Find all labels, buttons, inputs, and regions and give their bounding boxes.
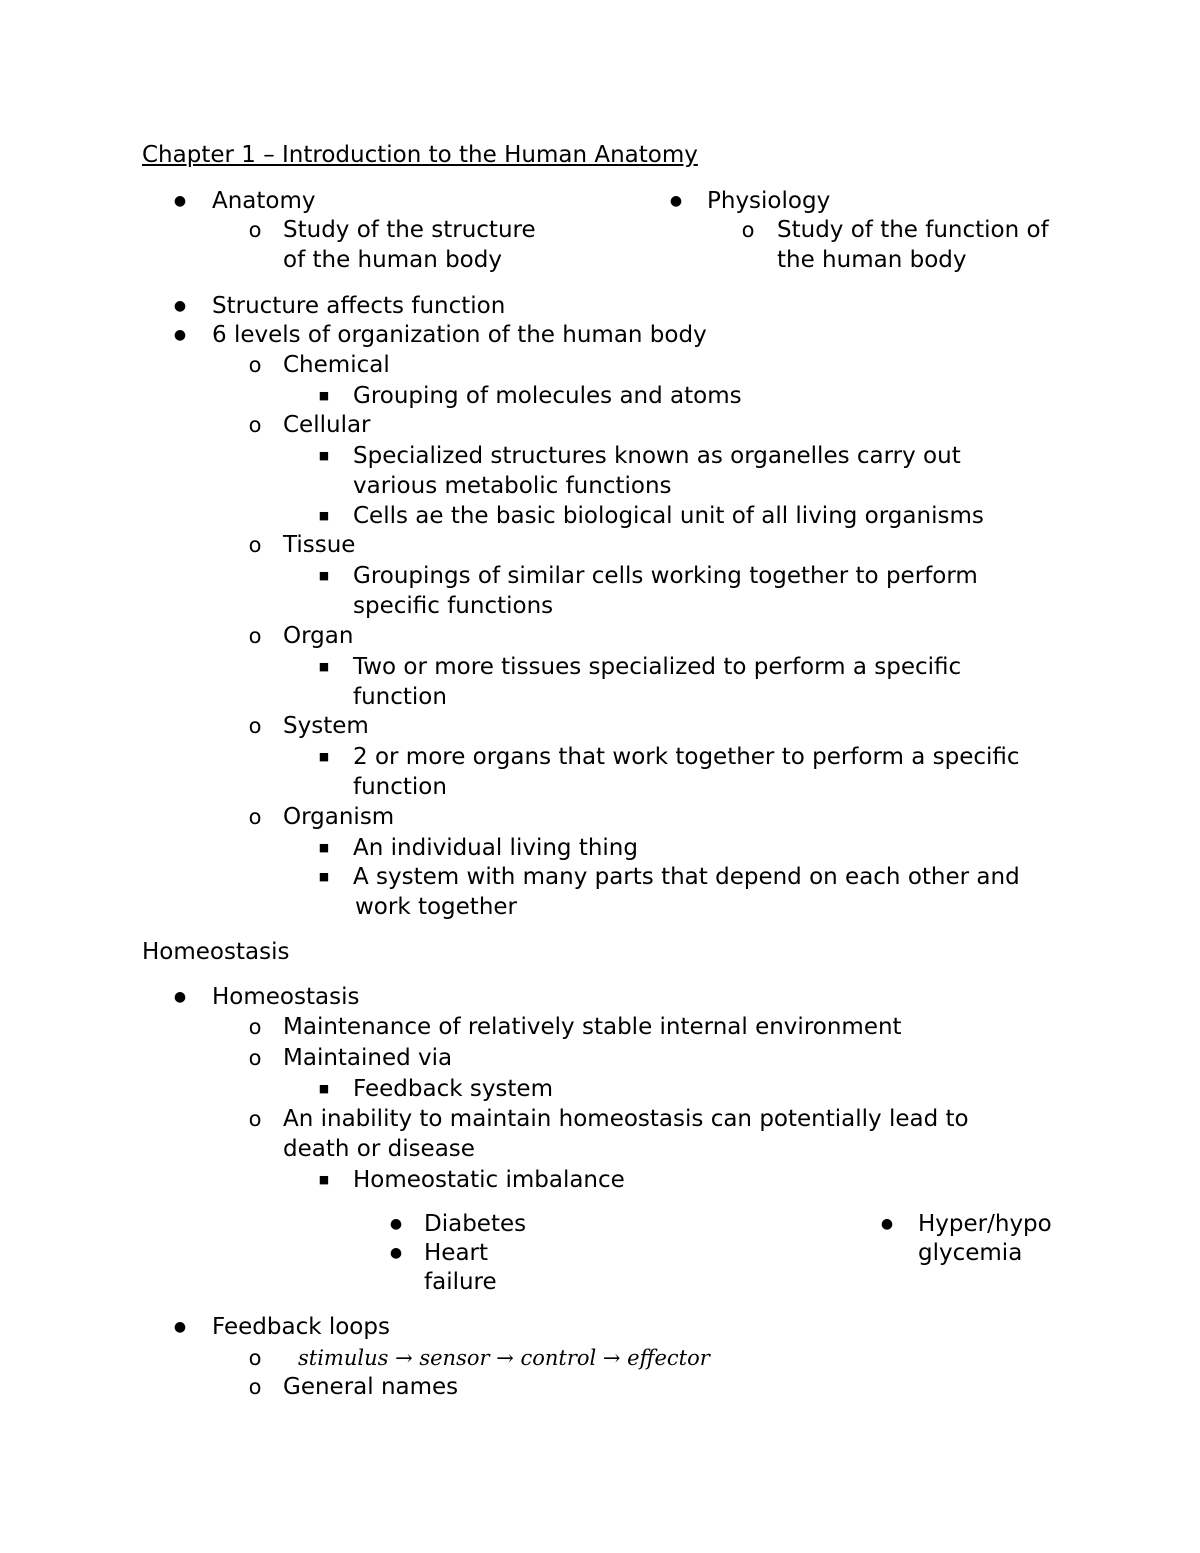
feedback-system: Feedback system [353, 1076, 553, 1102]
system-detail: 2 or more organs that work together to perform a specific [353, 744, 1020, 770]
bullet-circle: o [248, 1375, 262, 1399]
bullet-circle: o [248, 1107, 262, 1131]
example-heart-failure: Heart [424, 1240, 489, 1266]
organ-detail-cont: function [353, 684, 447, 710]
homeostasis-def: Maintenance of relatively stable internal environment [283, 1014, 902, 1040]
structure-affects-function: Structure affects function [212, 293, 506, 319]
anatomy-def-cont: of the human body [283, 247, 502, 273]
bullet-square: ■ [318, 509, 330, 522]
bullet-circle: o [248, 353, 262, 377]
bullet-circle: o [248, 413, 262, 437]
example-heart-failure-cont: failure [424, 1269, 497, 1295]
bullet-dot: ● [173, 1319, 187, 1335]
cellular-detail-1-cont: various metabolic functions [353, 473, 672, 499]
levels-heading: 6 levels of organization of the human body [212, 322, 707, 348]
bullet-dot: ● [880, 1216, 894, 1232]
example-diabetes: Diabetes [424, 1211, 527, 1237]
physiology-def: Study of the function of [777, 217, 1049, 243]
bullet-dot: ● [389, 1245, 403, 1261]
general-names: General names [283, 1374, 459, 1400]
homeostasis-label: Homeostasis [212, 984, 360, 1010]
feedback-sequence: stimulus → sensor → control → effector [298, 1346, 710, 1370]
bullet-square: ■ [318, 841, 330, 854]
bullet-dot: ● [669, 193, 683, 209]
organism-detail-1: An individual living thing [353, 835, 638, 861]
maintained-via: Maintained via [283, 1045, 453, 1071]
bullet-circle: o [248, 218, 262, 242]
example-hyper-hypo-cont: glycemia [918, 1240, 1023, 1266]
anatomy-label: Anatomy [212, 188, 316, 214]
level-cellular: Cellular [283, 412, 371, 438]
chapter-title: Chapter 1 – Introduction to the Human Anatomy [142, 142, 698, 168]
chemical-detail: Grouping of molecules and atoms [353, 383, 742, 409]
tissue-detail-cont: specific functions [353, 593, 554, 619]
bullet-circle: o [741, 218, 755, 242]
bullet-square: ■ [318, 1082, 330, 1095]
bullet-dot: ● [389, 1216, 403, 1232]
level-system: System [283, 713, 369, 739]
level-tissue: Tissue [283, 532, 356, 558]
physiology-def-cont: the human body [777, 247, 967, 273]
level-chemical: Chemical [283, 352, 390, 378]
bullet-square: ■ [318, 870, 330, 883]
homeostasis-heading: Homeostasis [142, 939, 290, 965]
bullet-square: ■ [318, 449, 330, 462]
inability-text-cont: death or disease [283, 1136, 475, 1162]
cellular-detail-2: Cells ae the basic biological unit of all living organisms [353, 503, 984, 529]
bullet-circle: o [248, 624, 262, 648]
bullet-circle: o [248, 1015, 262, 1039]
feedback-loops-label: Feedback loops [212, 1314, 390, 1340]
system-detail-cont: function [353, 774, 447, 800]
organism-detail-2: A system with many parts that depend on each other and [353, 864, 1020, 890]
bullet-square: ■ [318, 750, 330, 763]
level-organ: Organ [283, 623, 354, 649]
organ-detail: Two or more tissues specialized to perform a specific [353, 654, 962, 680]
bullet-square: ■ [318, 660, 330, 673]
tissue-detail: Groupings of similar cells working together to perform [353, 563, 978, 589]
cellular-detail-1: Specialized structures known as organelles carry out [353, 443, 961, 469]
bullet-circle: o [248, 1346, 262, 1370]
bullet-dot: ● [173, 298, 187, 314]
level-organism: Organism [283, 804, 395, 830]
bullet-circle: o [248, 714, 262, 738]
homeostatic-imbalance: Homeostatic imbalance [353, 1167, 625, 1193]
bullet-square: ■ [318, 389, 330, 402]
inability-text: An inability to maintain homeostasis can potentially lead to [283, 1106, 969, 1132]
physiology-label: Physiology [707, 188, 831, 214]
bullet-dot: ● [173, 193, 187, 209]
organism-detail-2-cont: work together [355, 894, 518, 920]
bullet-circle: o [248, 805, 262, 829]
bullet-square: ■ [318, 569, 330, 582]
example-hyper-hypo: Hyper/hypo [918, 1211, 1052, 1237]
bullet-square: ■ [318, 1173, 330, 1186]
bullet-circle: o [248, 1046, 262, 1070]
anatomy-def: Study of the structure [283, 217, 536, 243]
bullet-dot: ● [173, 989, 187, 1005]
bullet-dot: ● [173, 327, 187, 343]
bullet-circle: o [248, 533, 262, 557]
